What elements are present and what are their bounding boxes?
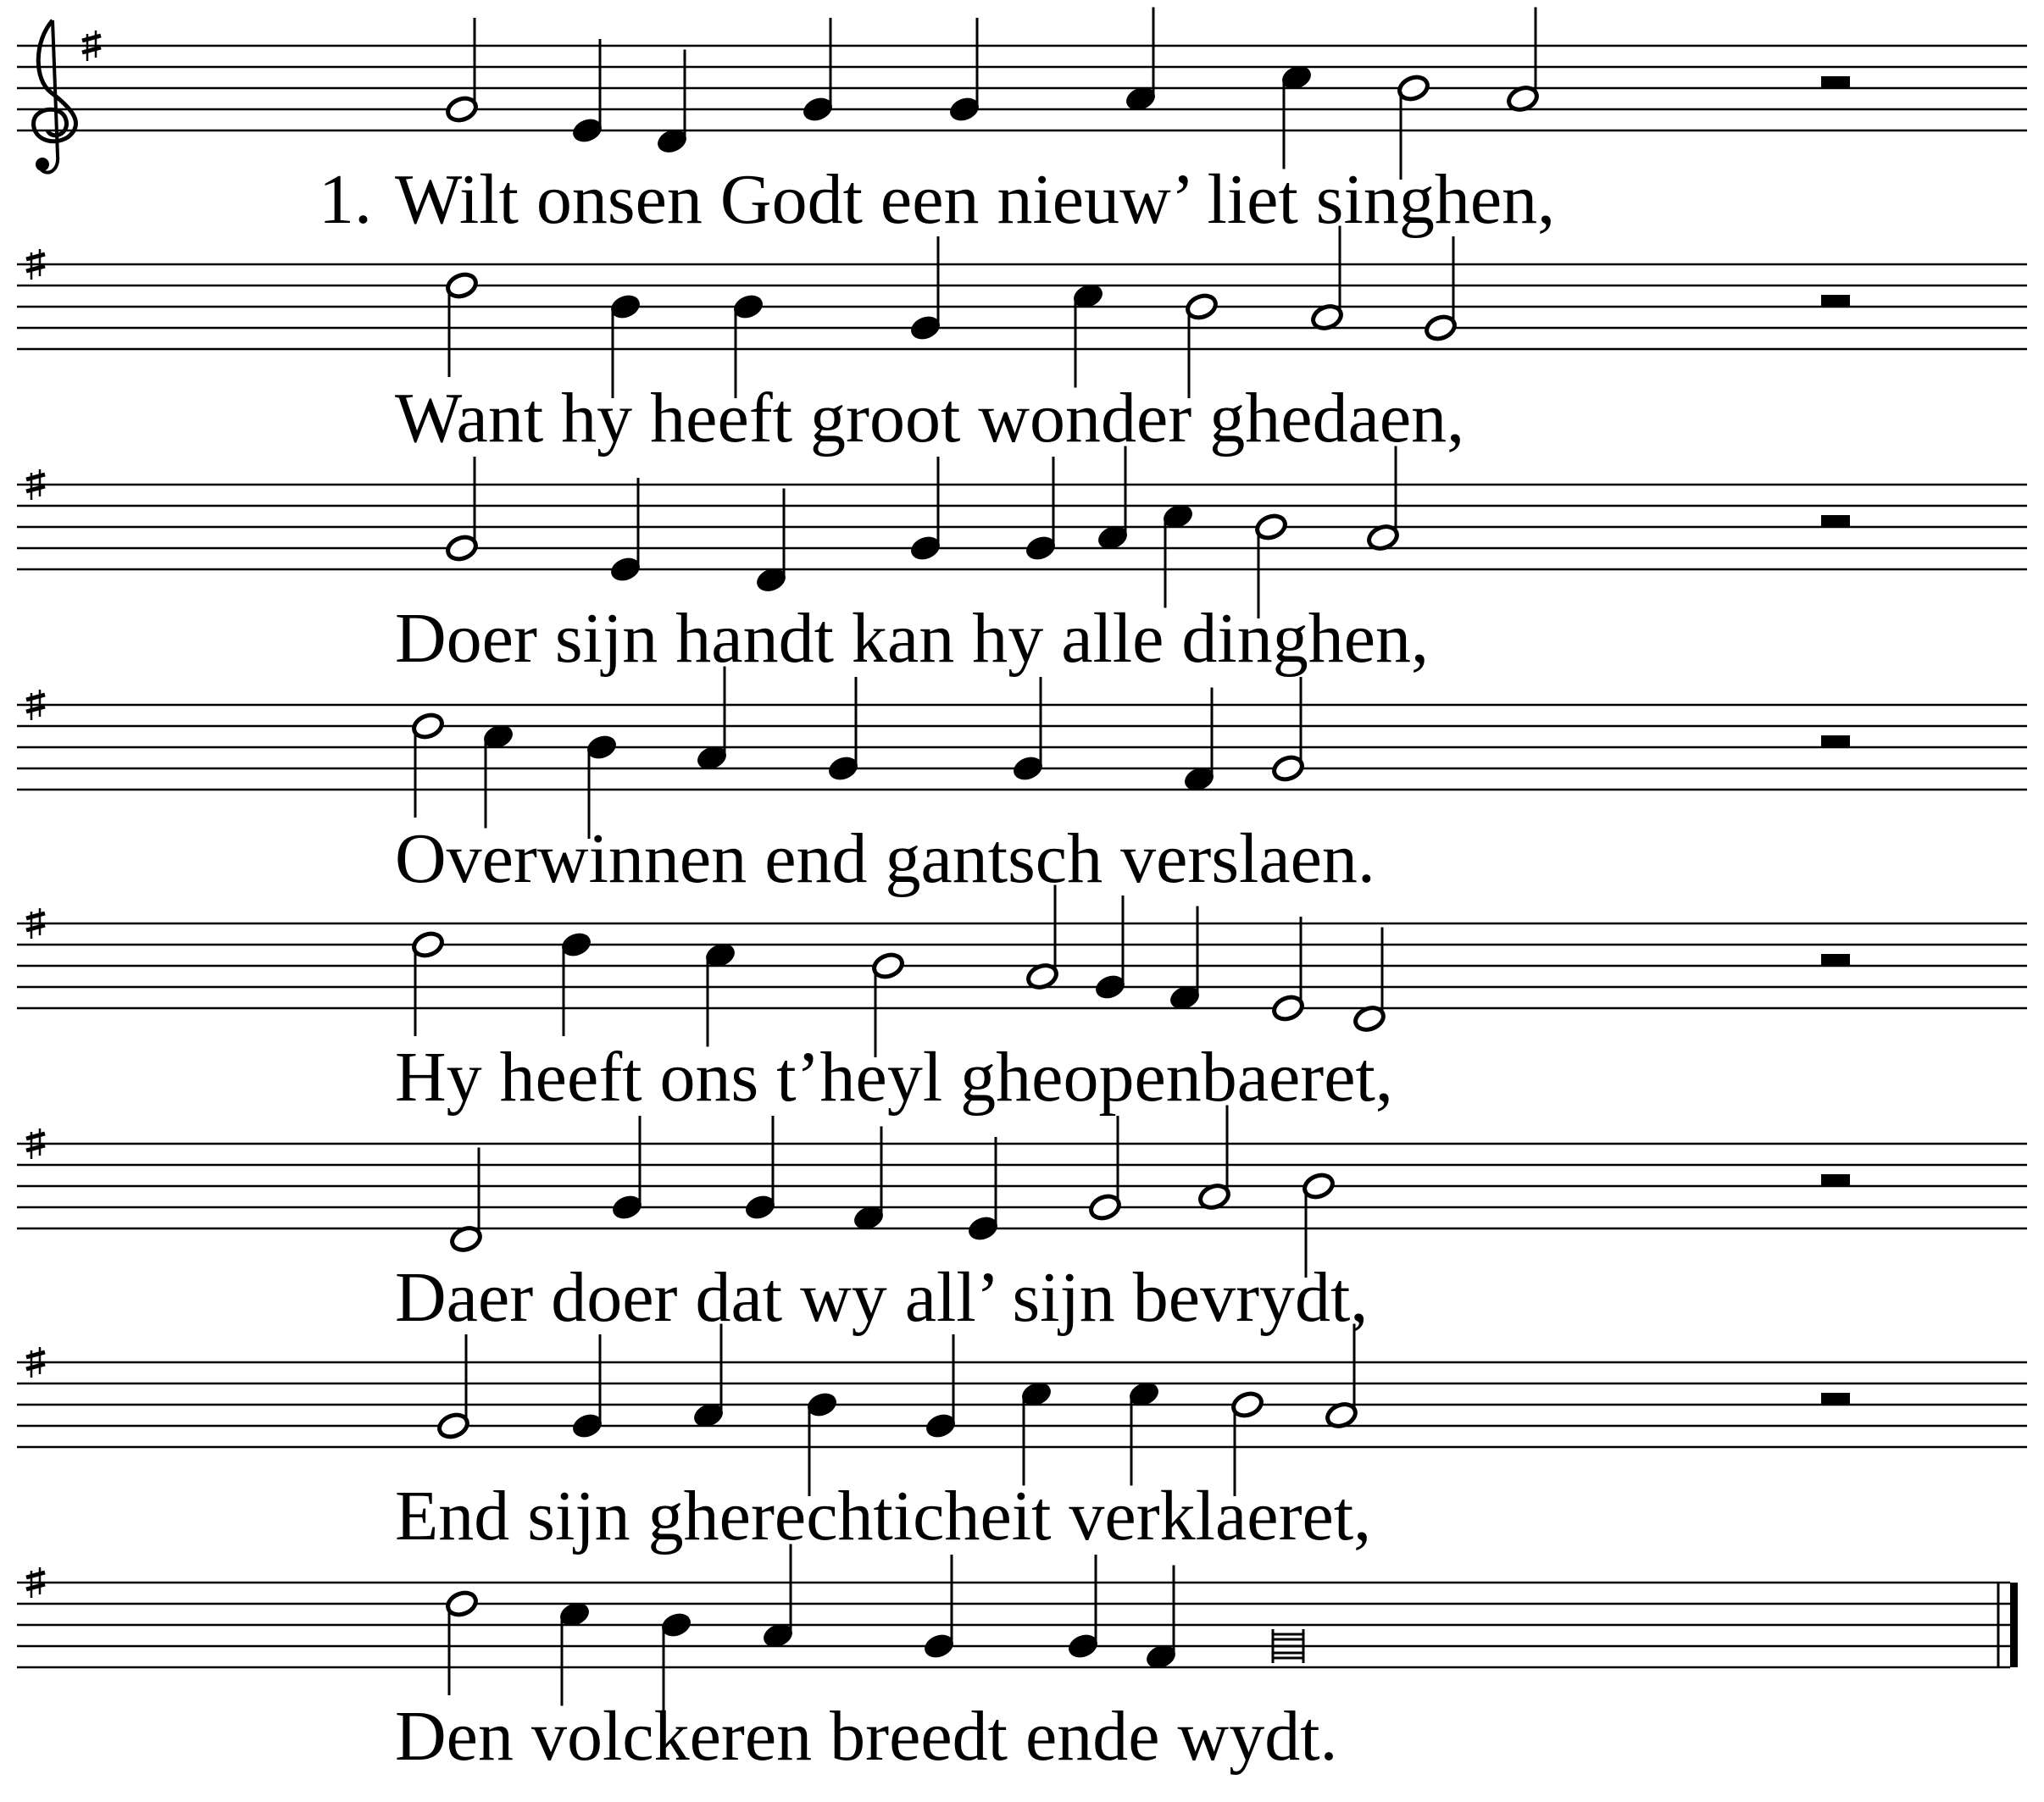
verse-number: 1. bbox=[319, 160, 372, 239]
lyric-line-1: Wilt onsen Godt een nieuw’ liet singhen, bbox=[395, 160, 1556, 239]
half-rest-7 bbox=[1821, 1393, 1850, 1405]
half-rest-2 bbox=[1821, 295, 1850, 307]
lyric-line-5: Hy heeft ons t’heyl gheopenbaeret, bbox=[395, 1038, 1393, 1117]
half-rest-5 bbox=[1821, 954, 1850, 966]
treble-clef-dot bbox=[36, 158, 49, 171]
half-rest-3 bbox=[1821, 515, 1850, 527]
lyric-line-4: Overwinnen end gantsch verslaen. bbox=[395, 819, 1375, 898]
lyric-line-6: Daer doer dat wy all’ sijn bevrydt, bbox=[395, 1258, 1369, 1337]
lyric-line-2: Want hy heeft groot wonder ghedaen, bbox=[395, 379, 1465, 457]
half-rest-1 bbox=[1821, 76, 1850, 88]
lyric-line-3: Doer sijn handt kan hy alle dinghen, bbox=[395, 599, 1430, 678]
lyric-line-7: End sijn gherechticheit verklaeret, bbox=[395, 1477, 1372, 1555]
half-rest-4 bbox=[1821, 735, 1850, 747]
final-barline-thick bbox=[2010, 1583, 2018, 1667]
lyric-line-8: Den volckeren breedt ende wydt. bbox=[395, 1697, 1338, 1776]
half-rest-6 bbox=[1821, 1174, 1850, 1186]
